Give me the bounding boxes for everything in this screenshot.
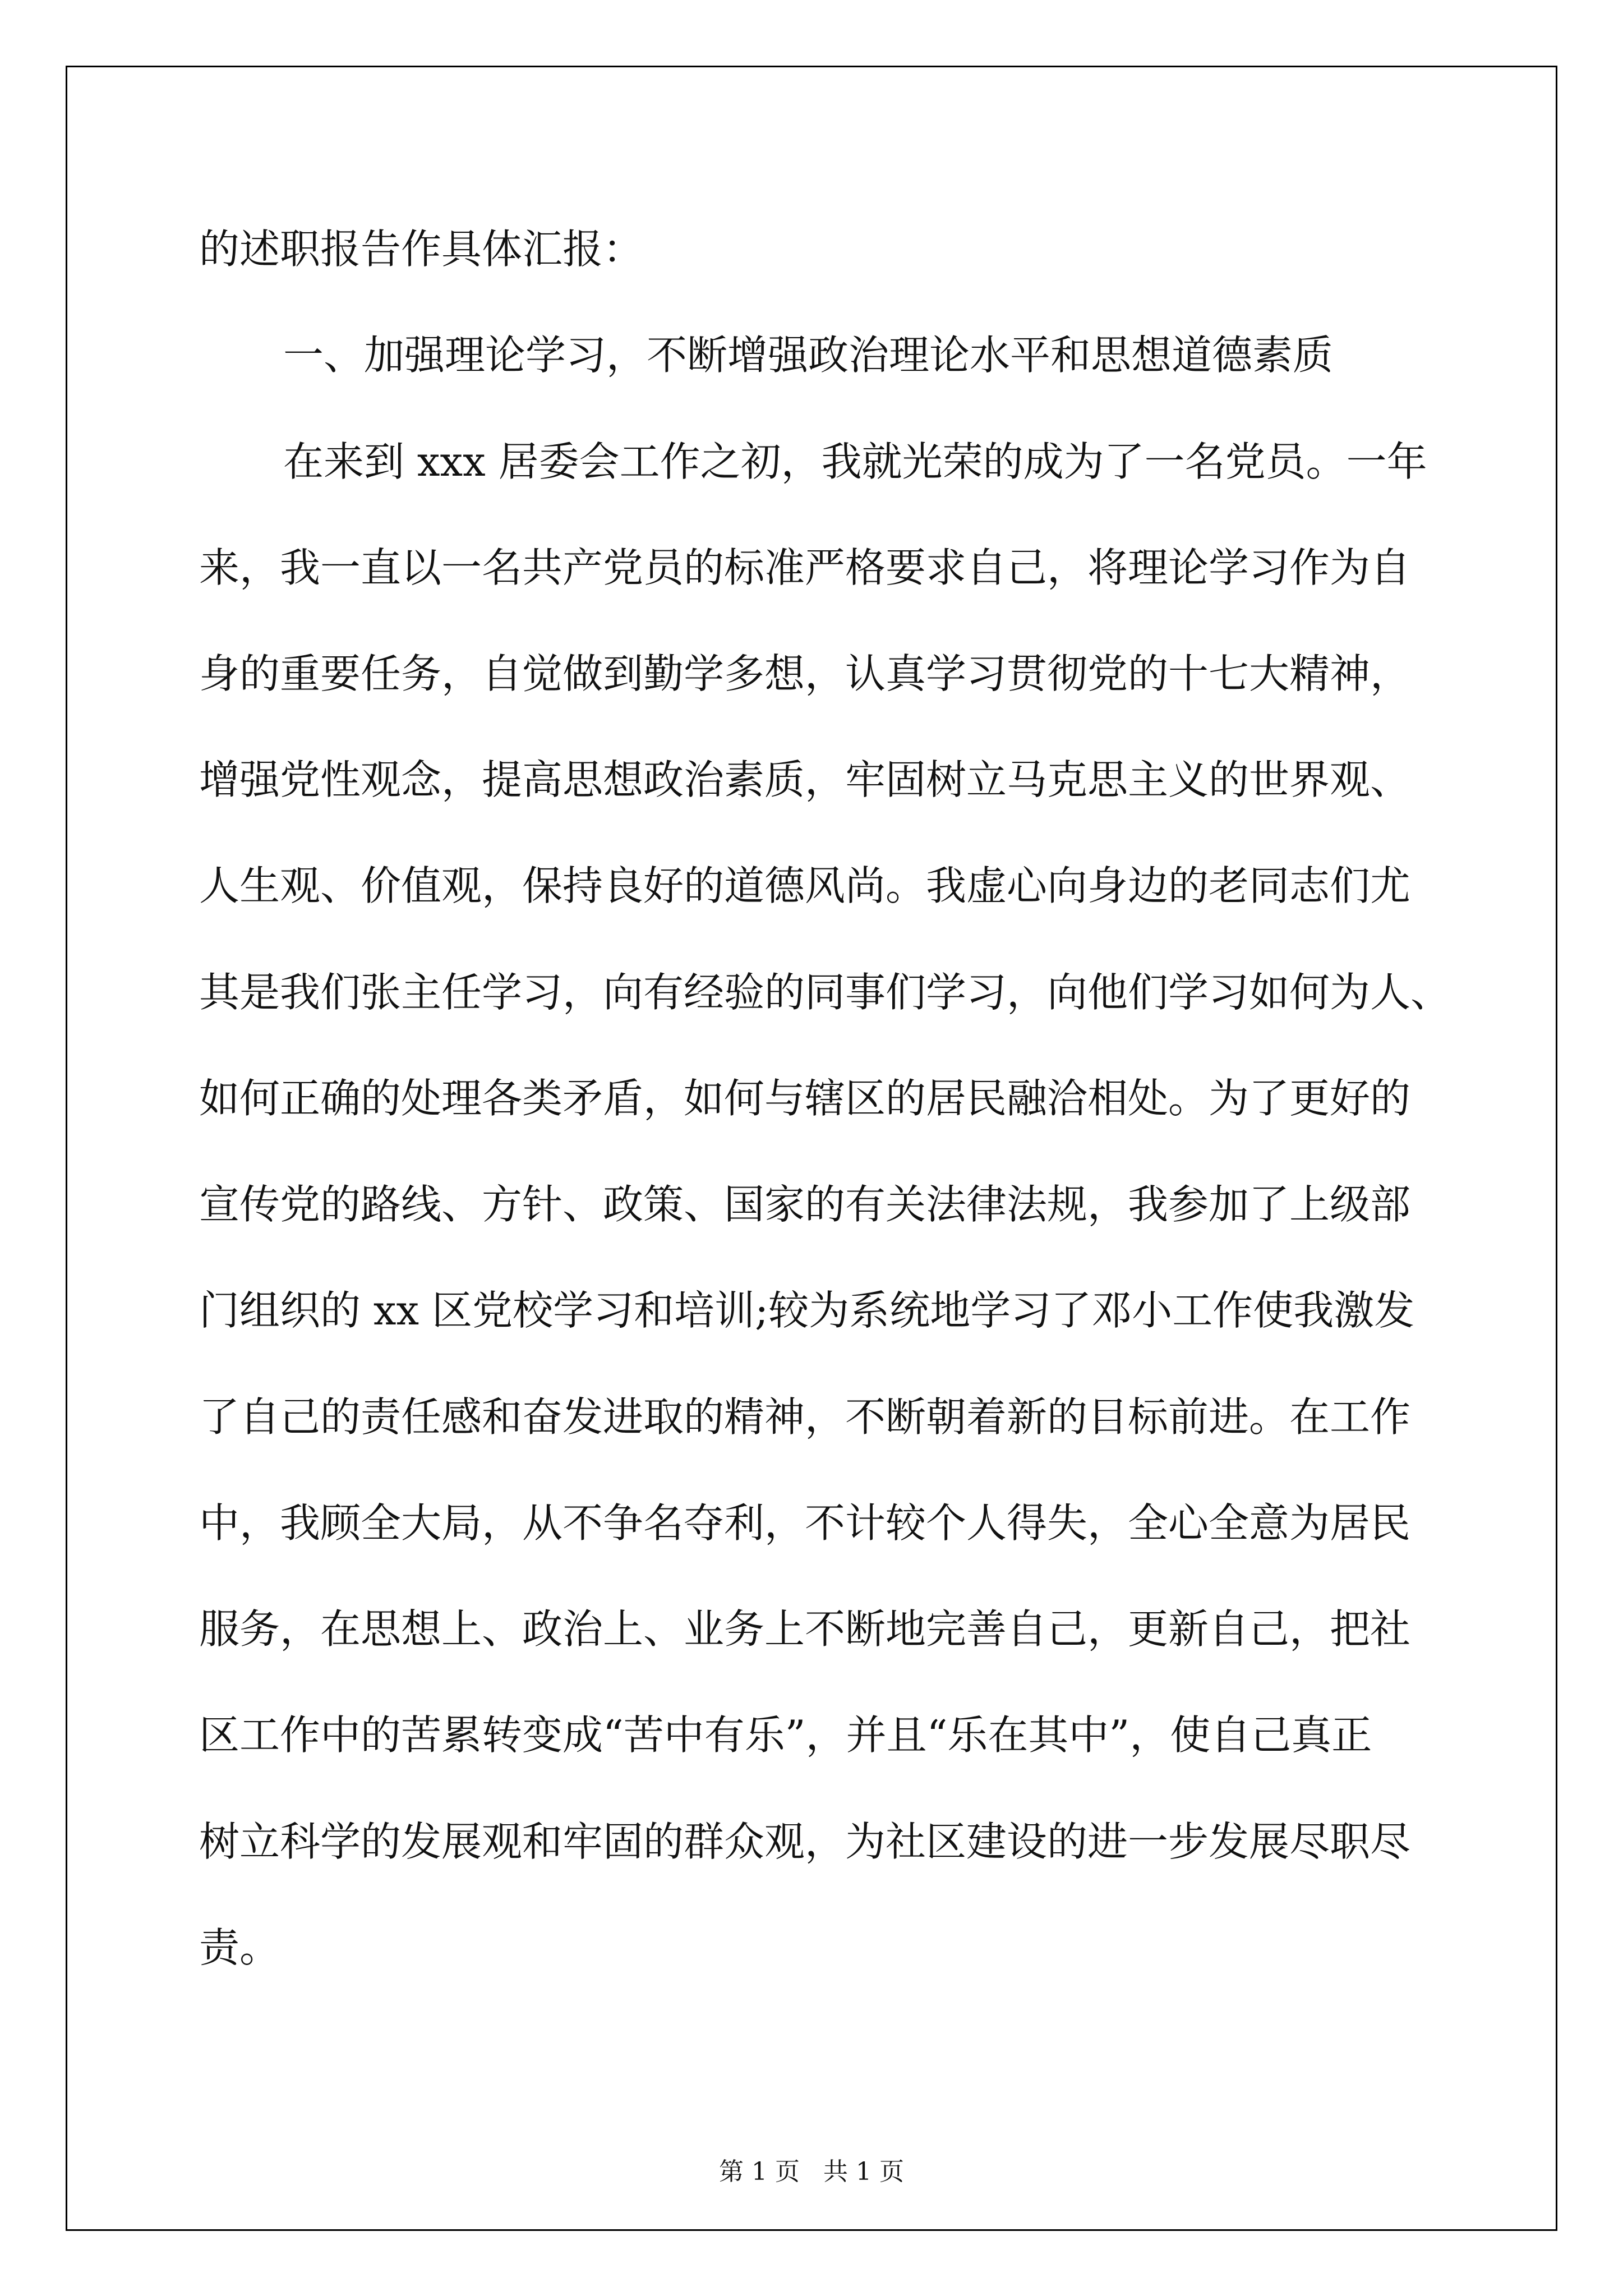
text-line: 树立科学的发展观和牢固的群众观，为社区建设的进一步发展尽职尽 [199,1818,1411,1865]
document-body [199,0,1489,2076]
text-line: 在来到 xxx 居委会工作之初，我就光荣的成为了一名党员。一年 [283,438,1427,485]
text-line: 的述职报告作具体汇报： [199,226,644,273]
text-line: 来，我一直以一名共产党员的标准严格要求自己，将理论学习作为自 [199,544,1411,591]
text-line: 门组织的 xx 区党校学习和培训;较为系统地学习了邓小工作使我激发 [199,1287,1415,1334]
text-line: 身的重要任务，自觉做到勤学多想，认真学习贯彻党的十七大精神， [199,650,1411,697]
text-line: 人生观、价值观，保持良好的道德风尚。我虚心向身边的老同志们尤 [199,862,1411,909]
page-number: 第 1 页 [719,2157,800,2186]
text-line: 了自己的责任感和奋发进取的精神，不断朝着新的目标前进。在工作 [199,1393,1411,1441]
text-line: 其是我们张主任学习，向有经验的同事们学习，向他们学习如何为人、 [199,969,1451,1016]
page-total: 共 1 页 [823,2157,904,2186]
text-line: 宣传党的路线、方针、政策、国家的有关法律法规，我参加了上级部 [199,1181,1411,1228]
text-line: 如何正确的处理各类矛盾，如何与辖区的居民融洽相处。为了更好的 [199,1075,1411,1122]
section-heading: 一、加强理论学习，不断增强政治理论水平和思想道德素质 [283,332,1334,379]
text-line: 区工作中的苦累转变成“苦中有乐”，并且“乐在其中”，使自己真正 [199,1711,1372,1759]
page-footer [0,2157,1623,2186]
text-line: 中，我顾全大局，从不争名夺利，不计较个人得失，全心全意为居民 [199,1499,1411,1547]
text-line: 服务，在思想上、政治上、业务上不断地完善自己，更新自己，把社 [199,1605,1411,1653]
text-line: 增强党性观念，提高思想政治素质，牢固树立马克思主义的世界观、 [199,756,1411,803]
text-line: 责。 [199,1924,280,1971]
